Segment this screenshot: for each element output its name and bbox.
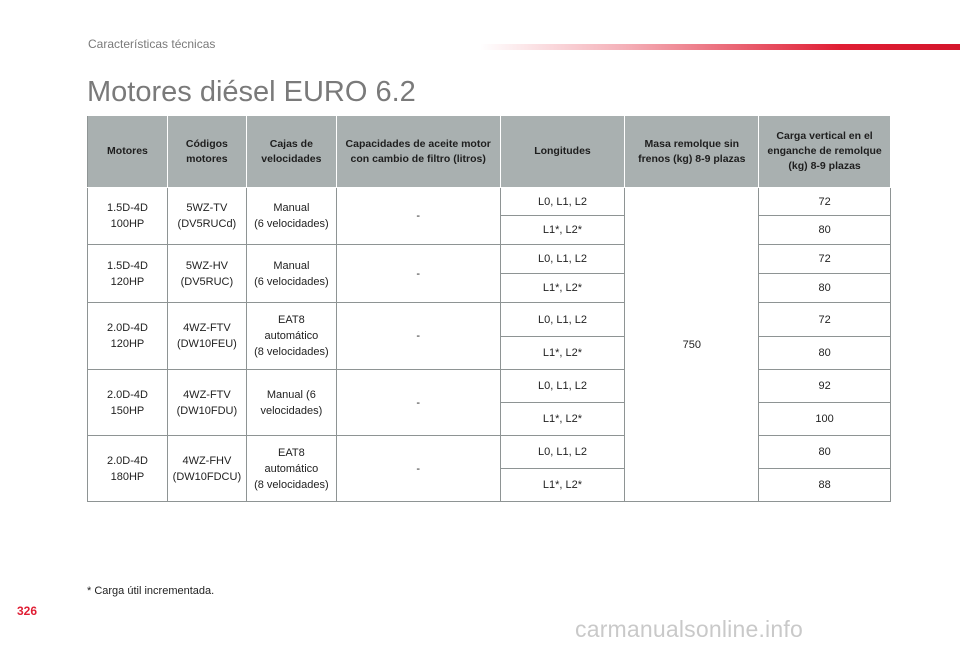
length-cell: L0, L1, L2 bbox=[500, 303, 625, 337]
load-cell: 72 bbox=[759, 188, 891, 216]
gearbox-cell: Manual (6 velocidades) bbox=[246, 188, 336, 245]
code-cell: 4WZ-FTV (DW10FEU) bbox=[167, 303, 246, 370]
length-cell: L1*, L2* bbox=[500, 216, 625, 245]
engine-cell: 2.0D-4D 180HP bbox=[88, 436, 168, 502]
gearbox-cell: Manual (6 velocidades) bbox=[246, 370, 336, 436]
length-cell: L1*, L2* bbox=[500, 274, 625, 303]
column-header-cajas: Cajas de velocidades bbox=[246, 116, 336, 188]
load-cell: 80 bbox=[759, 436, 891, 469]
load-cell: 80 bbox=[759, 337, 891, 370]
length-cell: L0, L1, L2 bbox=[500, 370, 625, 403]
load-cell: 88 bbox=[759, 469, 891, 502]
page-number: 326 bbox=[17, 604, 38, 618]
gearbox-cell: EAT8 automático (8 velocidades) bbox=[246, 303, 336, 370]
table-row bbox=[88, 303, 891, 337]
length-cell: L0, L1, L2 bbox=[500, 436, 625, 469]
load-cell: 100 bbox=[759, 403, 891, 436]
table-row bbox=[88, 245, 891, 274]
code-cell: 4WZ-FTV (DW10FDU) bbox=[167, 370, 246, 436]
engine-specs-table bbox=[87, 115, 891, 502]
engine-cell: 2.0D-4D 150HP bbox=[88, 370, 168, 436]
header-accent-bar bbox=[480, 44, 960, 50]
column-header-longitudes: Longitudes bbox=[500, 116, 625, 188]
load-cell: 80 bbox=[759, 274, 891, 303]
footnote: * Carga útil incrementada. bbox=[87, 585, 215, 597]
oil-cell: - bbox=[336, 436, 500, 502]
code-cell: 5WZ-HV (DV5RUC) bbox=[167, 245, 246, 303]
length-cell: L0, L1, L2 bbox=[500, 188, 625, 216]
oil-cell: - bbox=[336, 370, 500, 436]
trailer-mass-cell: 750 bbox=[625, 188, 759, 502]
table-row bbox=[88, 436, 891, 469]
code-cell: 4WZ-FHV (DW10FDCU) bbox=[167, 436, 246, 502]
gearbox-cell: Manual (6 velocidades) bbox=[246, 245, 336, 303]
column-header-codigos: Códigos motores bbox=[167, 116, 246, 188]
length-cell: L0, L1, L2 bbox=[500, 245, 625, 274]
load-cell: 92 bbox=[759, 370, 891, 403]
table-row bbox=[88, 188, 891, 216]
engine-cell: 2.0D-4D 120HP bbox=[88, 303, 168, 370]
watermark: carmanualsonline.info bbox=[575, 616, 803, 642]
length-cell: L1*, L2* bbox=[500, 403, 625, 436]
page-title: Motores diésel EURO 6.2 bbox=[87, 76, 416, 108]
load-cell: 72 bbox=[759, 245, 891, 274]
column-header-masa: Masa remolque sin frenos (kg) 8-9 plazas bbox=[625, 116, 759, 188]
column-header-motores: Motores bbox=[88, 116, 168, 188]
gearbox-cell: EAT8 automático (8 velocidades) bbox=[246, 436, 336, 502]
table-row bbox=[88, 370, 891, 403]
column-header-aceite: Capacidades de aceite motor con cambio de filtro (litros) bbox=[336, 116, 500, 188]
load-cell: 80 bbox=[759, 216, 891, 245]
oil-cell: - bbox=[336, 188, 500, 245]
engine-cell: 1.5D-4D 120HP bbox=[88, 245, 168, 303]
engine-cell: 1.5D-4D 100HP bbox=[88, 188, 168, 245]
column-header-carga: Carga vertical en el enganche de remolque (kg) 8-9 plazas bbox=[759, 116, 891, 188]
oil-cell: - bbox=[336, 245, 500, 303]
code-cell: 5WZ-TV (DV5RUCd) bbox=[167, 188, 246, 245]
length-cell: L1*, L2* bbox=[500, 337, 625, 370]
section-header: Características técnicas bbox=[88, 37, 216, 51]
table-header-row bbox=[88, 116, 891, 188]
length-cell: L1*, L2* bbox=[500, 469, 625, 502]
load-cell: 72 bbox=[759, 303, 891, 337]
oil-cell: - bbox=[336, 303, 500, 370]
